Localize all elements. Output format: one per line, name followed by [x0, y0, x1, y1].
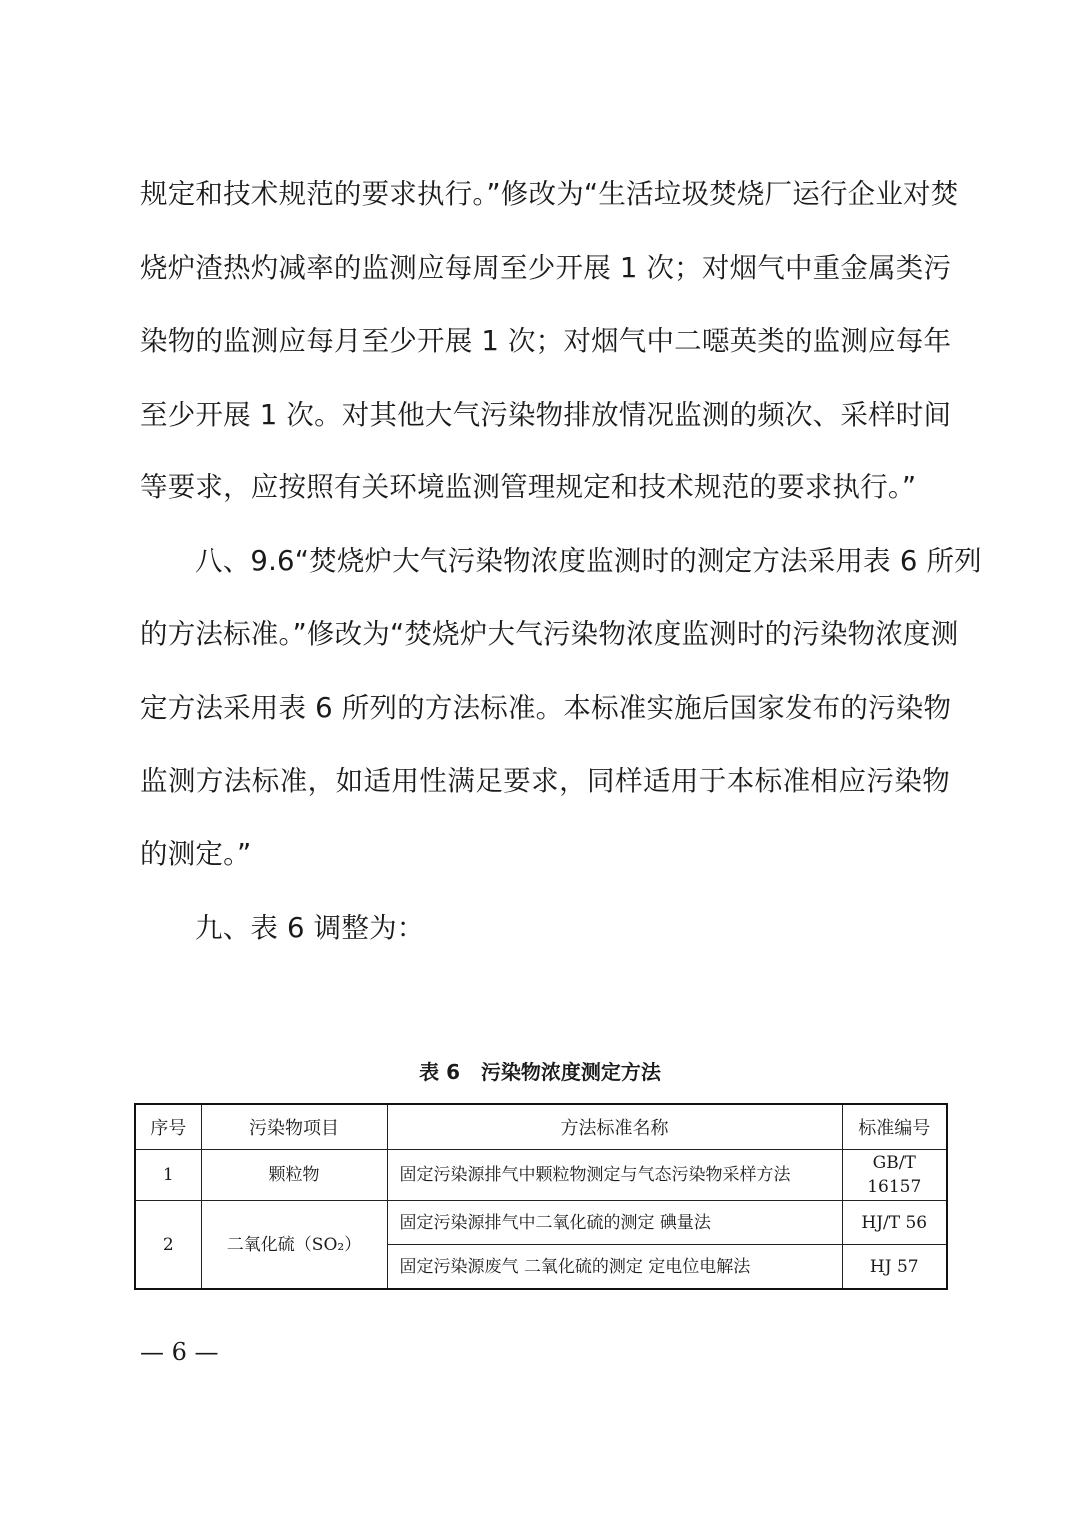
pollutant-method-table: [134, 1103, 948, 1290]
section-heading: 九、表 6 调整为：: [195, 912, 425, 944]
page-number: — 6 —: [140, 1338, 219, 1366]
body-line: 的方法标准。”修改为“焚烧炉大气污染物浓度监测时的污染物浓度测: [140, 618, 959, 650]
cell-seq: 1: [135, 1150, 201, 1201]
cell-pollutant: 二氧化硫（SO₂）: [201, 1201, 387, 1290]
header-pollutant: 污染物项目: [201, 1104, 387, 1150]
cell-code: HJ/T 56: [842, 1201, 947, 1245]
header-seq: 序号: [135, 1104, 201, 1150]
body-line: 烧炉渣热灼减率的监测应每周至少开展 1 次；对烟气中重金属类污: [140, 252, 952, 284]
body-line: 规定和技术规范的要求执行。”修改为“生活垃圾焚烧厂运行企业对焚: [140, 178, 959, 210]
cell-method: 固定污染源排气中颗粒物测定与气态污染物采样方法: [387, 1150, 842, 1201]
body-line: 的测定。”: [140, 838, 252, 870]
body-line: 至少开展 1 次。对其他大气污染物排放情况监测的频次、采样时间: [140, 399, 952, 431]
body-line: 等要求，应按照有关环境监测管理规定和技术规范的要求执行。”: [140, 471, 917, 503]
table-row: [135, 1201, 947, 1245]
cell-pollutant: 颗粒物: [201, 1150, 387, 1201]
header-code: 标准编号: [842, 1104, 947, 1150]
body-line: 染物的监测应每月至少开展 1 次；对烟气中二噁英类的监测应每年: [140, 325, 952, 357]
cell-method: 固定污染源排气中二氧化硫的测定 碘量法: [387, 1201, 842, 1245]
body-line: 八、9.6“焚烧炉大气污染物浓度监测时的测定方法采用表 6 所列: [195, 545, 982, 577]
body-line: 定方法采用表 6 所列的方法标准。本标准实施后国家发布的污染物: [140, 692, 952, 724]
table-caption: 表 6 污染物浓度测定方法: [419, 1060, 661, 1084]
cell-method: 固定污染源废气 二氧化硫的测定 定电位电解法: [387, 1245, 842, 1290]
body-line: 监测方法标准，如适用性满足要求，同样适用于本标准相应污染物: [140, 765, 950, 797]
table-row: [135, 1150, 947, 1201]
table-header-row: [135, 1104, 947, 1150]
cell-code: GB/T 16157: [842, 1150, 947, 1201]
header-method: 方法标准名称: [387, 1104, 842, 1150]
cell-seq: 2: [135, 1201, 201, 1290]
cell-code: HJ 57: [842, 1245, 947, 1290]
